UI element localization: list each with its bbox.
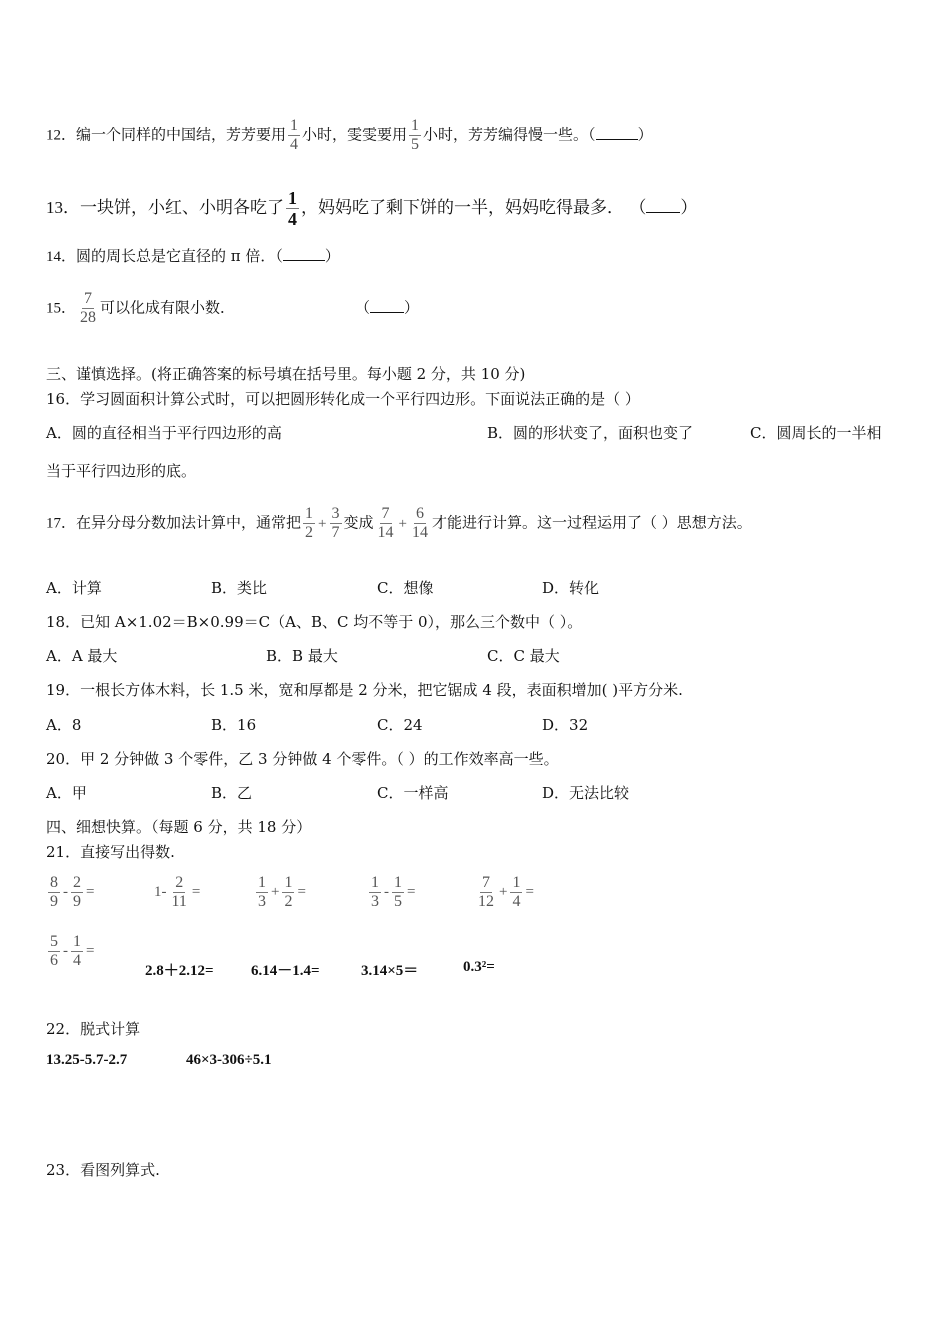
answer-blank[interactable]: [596, 125, 638, 140]
fraction: $\frac{6}{14}$: [411, 505, 428, 541]
question-17: 17．在异分母分数加法计算中，通常把 $\frac{1}{2}$ + $\frac{3}{7}$ 变成 $\frac{7}{14}$ + $\frac{6}{14}$ 才能进行计算。这一过程运用了（ ）思想方法。: [46, 505, 752, 541]
question-16: 16．学习圆面积计算公式时，可以把圆形转化成一个平行四边形。下面说法正确的是（ ）: [46, 390, 640, 408]
option-d[interactable]: D．无法比较: [542, 784, 630, 802]
question-20: 20．甲 2 分钟做 3 个零件，乙 3 分钟做 4 个零件。（ ）的工作效率高一些。: [46, 750, 559, 768]
section-4-heading: 四、细想快算。（每题 6 分，共 18 分）: [46, 818, 312, 836]
expression-8: 6.14－1.4=: [251, 963, 320, 979]
question-19: 19．一根长方体木料，长 1.5 米，宽和厚都是 2 分米，把它锯成 4 段，表面积增加( )平方分米.: [46, 681, 683, 699]
option-d[interactable]: D．32: [542, 716, 589, 734]
option-d[interactable]: D．转化: [542, 579, 600, 597]
question-13: 13．一块饼，小红、小明各吃了 $\frac{1}{4}$ ，妈妈吃了剩下饼的一半，妈妈吃得最多． （ ）: [46, 188, 698, 229]
question-23: 23．看图列算式.: [46, 1161, 160, 1179]
option-b[interactable]: B．圆的形状变了，面积也变了: [487, 424, 694, 442]
expression-7: 2.8＋2.12=: [145, 963, 214, 979]
option-c[interactable]: C．24: [377, 716, 423, 734]
answer-blank[interactable]: [646, 198, 680, 213]
option-c[interactable]: C．想像: [377, 579, 434, 597]
question-18: 18．已知 A×1.02＝B×0.99＝C（A、B、C 均不等于 0），那么三个数中（ ）。: [46, 613, 583, 631]
section-3-heading: 三、谨慎选择。(将正确答案的标号填在括号里。每小题 2 分，共 10 分): [46, 365, 526, 383]
question-14: 14．圆的周长总是它直径的 π 倍．（ ）: [46, 247, 340, 265]
expression-5: $\frac{7}{12}$ + $\frac{1}{4}$ =: [478, 874, 534, 910]
fraction: $\frac{1}{4}$: [288, 188, 297, 229]
fraction: $\frac{7}{14}$: [377, 505, 394, 541]
option-a[interactable]: A．圆的直径相当于平行四边形的高: [46, 424, 282, 442]
expression-3: $\frac{1}{3}$ + $\frac{1}{2}$ =: [258, 874, 306, 910]
expression-1: $\frac{8}{9}$ - $\frac{2}{9}$ =: [50, 874, 95, 910]
option-c[interactable]: C．一样高: [377, 784, 449, 802]
answer-blank[interactable]: [370, 298, 404, 313]
question-15: 15． $\frac{7}{28}$ 可以化成有限小数． （ ）: [46, 290, 420, 326]
option-c[interactable]: C．C 最大: [487, 647, 560, 665]
fraction: $\frac{1}{4}$: [290, 117, 299, 153]
option-a[interactable]: A．A 最大: [46, 647, 118, 665]
expression-9: 3.14×5＝: [361, 963, 419, 979]
option-a[interactable]: A．计算: [46, 579, 102, 597]
expression-10: 0.3²=: [463, 959, 495, 975]
option-a[interactable]: A．8: [46, 716, 82, 734]
fraction: $\frac{7}{28}$: [80, 290, 97, 326]
answer-blank[interactable]: [283, 246, 325, 261]
option-b[interactable]: B．乙: [211, 784, 253, 802]
option-b[interactable]: B．类比: [211, 579, 268, 597]
calc-1: 13.25-5.7-2.7: [46, 1052, 128, 1068]
expression-4: $\frac{1}{3}$ - $\frac{1}{5}$ =: [371, 874, 416, 910]
option-a[interactable]: A．甲: [46, 784, 87, 802]
calc-2: 46×3-306÷5.1: [186, 1052, 272, 1068]
option-b[interactable]: B．16: [211, 716, 257, 734]
expression-2: 1- $\frac{2}{11}$ =: [154, 874, 201, 910]
question-22: 22．脱式计算: [46, 1020, 141, 1038]
fraction: $\frac{1}{2}$: [305, 505, 314, 541]
fraction: $\frac{1}{5}$: [411, 117, 420, 153]
option-b[interactable]: B．B 最大: [266, 647, 338, 665]
fraction: $\frac{3}{7}$: [331, 505, 340, 541]
question-21: 21．直接写出得数.: [46, 843, 175, 861]
option-c-continued: 当于平行四边形的底。: [46, 462, 197, 480]
option-c[interactable]: C．圆周长的一半相: [750, 424, 882, 442]
question-12: 12．编一个同样的中国结，芳芳要用 $\frac{1}{4}$ 小时，雯雯要用 $\frac{1}{5}$ 小时，芳芳编得慢一些。（ ）: [46, 117, 653, 153]
expression-6: $\frac{5}{6}$ - $\frac{1}{4}$ =: [50, 933, 95, 969]
